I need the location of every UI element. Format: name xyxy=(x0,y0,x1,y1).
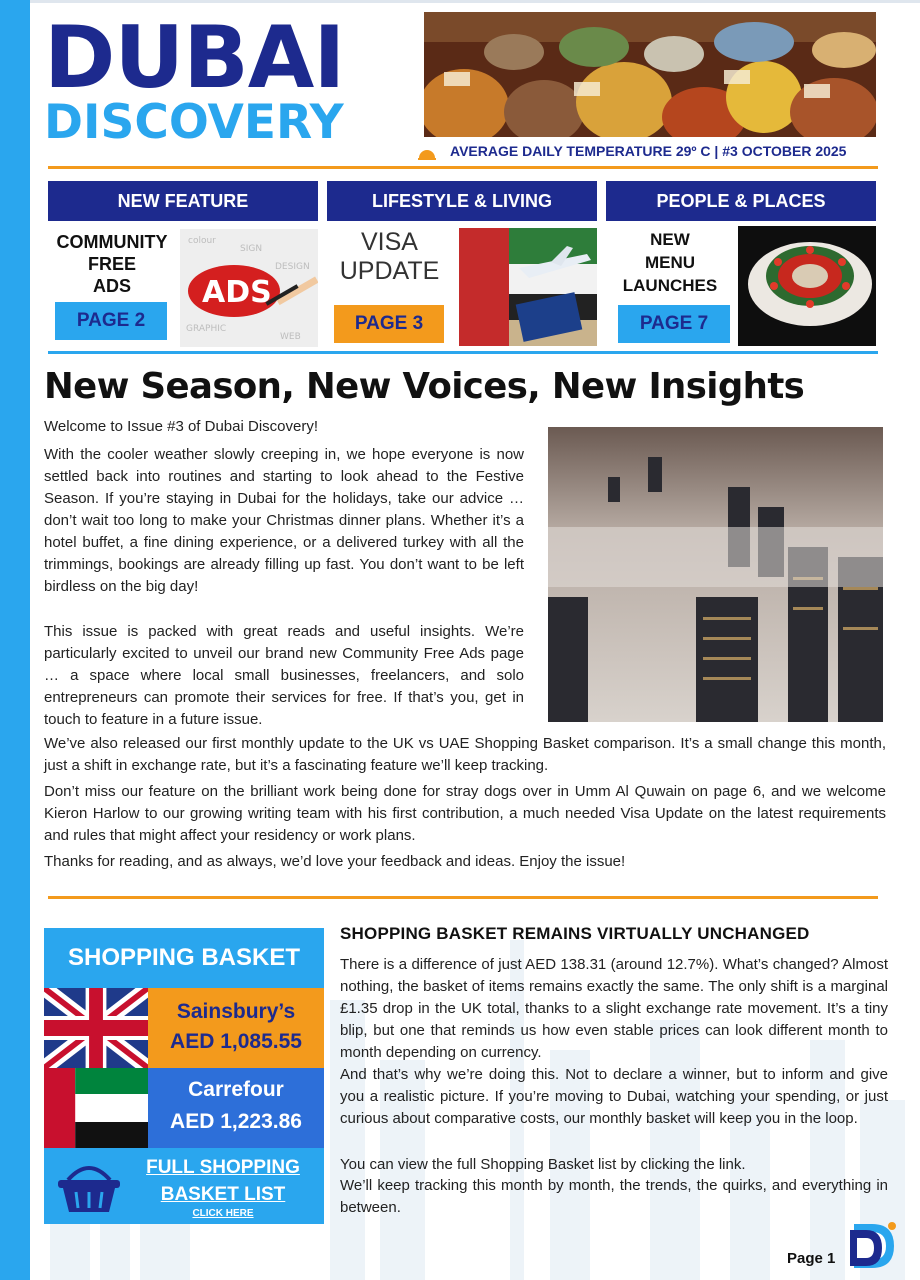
feature-title-new-menu xyxy=(606,228,734,297)
shopping-basket-heading: SHOPPING BASKET xyxy=(44,928,324,988)
foggy-skyline-photo xyxy=(548,427,883,722)
svg-text:WEB: WEB xyxy=(280,332,301,342)
article-paragraph: Thanks for reading, and as always, we’d love your feedback and ideas. Enjoy the issue! xyxy=(44,853,626,870)
article-paragraph: With the cooler weather slowly creeping in, we hope everyone is now settled back into routines and starting to look ahead to the Festive Season. If you’re staying in Dubai for the holidays, take our advice … don’t wait too long to make your Christmas dinner plans. Whether it’s a hotel buffet, a fine dining experience, or a delivered turkey with all the trimmings, bookings are already filling up fast. You don’t want to be left birdless on the big day! xyxy=(44,446,524,595)
uae-basket-total xyxy=(148,1068,324,1148)
uae-store-name: Carrefour xyxy=(188,1078,284,1101)
sun-icon xyxy=(418,144,436,160)
ads-thumb-text: ADS xyxy=(202,275,272,310)
article-headline: New Season, New Voices, New Insights xyxy=(44,366,805,407)
basket-article-paragraph: We’ll keep tracking this month by month, the trends, the quirks, and everything in between. xyxy=(340,1177,888,1216)
basket-article-paragraph: And that’s why we’re doing this. Not to declare a winner, but to inform and give you a realistic picture. If you’re moving to Dubai, watching your spending, or just curious about comparative costs, our monthly basket will keep you in the loop. xyxy=(340,1066,888,1127)
section-header-new-feature: NEW FEATURE xyxy=(48,181,318,221)
svg-text:SIGN: SIGN xyxy=(240,244,263,254)
left-accent-bar xyxy=(0,0,30,1280)
uk-store-total: AED 1,085.55 xyxy=(170,1030,302,1053)
feature-title-line: COMMUNITY xyxy=(56,232,168,252)
svg-text:GRAPHIC: GRAPHIC xyxy=(186,324,227,334)
feature-title-line: LAUNCHES xyxy=(622,276,718,295)
page-7-button[interactable]: PAGE 7 xyxy=(618,305,730,343)
masthead-subtitle: DISCOVERY xyxy=(44,95,344,150)
spice-market-photo xyxy=(424,12,876,137)
issue-info-row xyxy=(418,142,888,162)
feature-title-visa-update xyxy=(327,228,452,286)
svg-text:DESIGN: DESIGN xyxy=(275,262,310,272)
click-here-link[interactable]: CLICK HERE xyxy=(192,1208,254,1219)
section-header-people-places: PEOPLE & PLACES xyxy=(606,181,876,221)
shopping-basket-panel xyxy=(44,928,324,1224)
feature-title-community-ads xyxy=(48,231,176,297)
visa-thumbnail xyxy=(459,228,597,346)
basket-article-title: SHOPPING BASKET REMAINS VIRTUALLY UNCHANGED xyxy=(340,924,810,943)
link-line[interactable]: BASKET LIST xyxy=(160,1184,286,1205)
article-paragraph: We’ve also released our first monthly update to the UK vs UAE Shopping Basket comparison. It’s a small change this month, just a shift in exchange rate, but it’s a fascinating feature we’ll keep tracking. xyxy=(44,735,886,774)
article-welcome: Welcome to Issue #3 of Dubai Discovery! xyxy=(44,418,319,435)
masthead-title: DUBAI xyxy=(44,8,345,108)
uk-store-name: Sainsbury’s xyxy=(176,1000,296,1023)
issue-info-text: AVERAGE DAILY TEMPERATURE 29º C | #3 OCTOBER 2025 xyxy=(450,143,847,159)
uae-flag-icon xyxy=(44,1068,148,1148)
page-number: Page 1 xyxy=(787,1250,836,1267)
feature-title-line: VISA xyxy=(361,228,418,256)
feature-title-line: MENU xyxy=(644,253,696,272)
link-line[interactable]: FULL SHOPPING xyxy=(146,1157,300,1178)
article-paragraph: Don’t miss our feature on the brilliant work being done for stray dogs over in Umm Al Quwain on page 6, and we welcome Kieron Harlow to our growing writing team with his first contribution, a much needed Visa Update on the latest requirements and rules that might affect your residency or work plans. xyxy=(44,783,886,844)
full-basket-list-link-area[interactable] xyxy=(44,1148,324,1224)
full-basket-list-link[interactable] xyxy=(126,1154,320,1208)
uk-flag-icon xyxy=(44,988,148,1068)
uae-store-total: AED 1,223.86 xyxy=(170,1110,302,1133)
feature-title-line: ADS xyxy=(92,276,131,296)
page-2-button[interactable]: PAGE 2 xyxy=(55,302,167,340)
section-header-lifestyle: LIFESTYLE & LIVING xyxy=(327,181,597,221)
feature-title-line: FREE xyxy=(87,254,136,274)
article-paragraph: This issue is packed with great reads and useful insights. We’re particularly excited to unveil our brand new Community Free Ads page … a space where local small businesses, freelancers, and solo entrepreneurs can promote their services for free. If that’s you, get in touch to feature in a future issue. xyxy=(44,623,524,728)
page-3-button[interactable]: PAGE 3 xyxy=(334,305,444,343)
ads-thumbnail xyxy=(180,229,318,347)
orange-divider-top xyxy=(48,166,878,169)
orange-divider-bottom xyxy=(48,896,878,899)
basket-article-paragraph: You can view the full Shopping Basket list by clicking the link. xyxy=(340,1156,746,1173)
menu-thumbnail xyxy=(738,226,876,346)
dd-logo-icon xyxy=(848,1220,900,1272)
feature-title-line: NEW xyxy=(650,230,690,249)
blue-divider xyxy=(48,351,878,354)
basket-article-paragraph: There is a difference of just AED 138.31 (around 12.7%). What’s changed? Almost nothing, the basket of items remains exactly the same. The only shift is a marginal £1.35 drop in the UK total, thanks to a slight exchange rate movement. It’s a tiny blip, but one that reminds us how even stable prices can look different month to month depending on currency. xyxy=(340,956,888,1061)
svg-text:colour: colour xyxy=(188,236,216,246)
top-edge xyxy=(30,0,920,3)
shopping-basket-icon xyxy=(54,1160,124,1214)
feature-title-line: UPDATE xyxy=(339,257,440,285)
uk-basket-total xyxy=(148,988,324,1068)
